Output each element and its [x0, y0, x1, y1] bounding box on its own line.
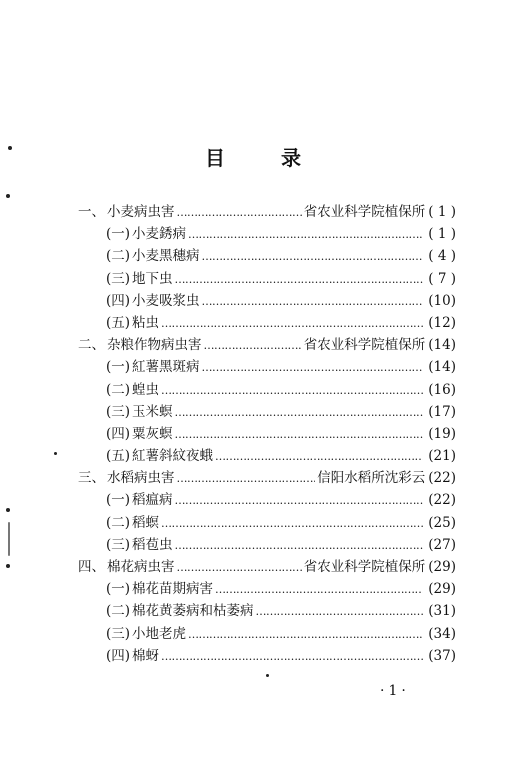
entry-title: 玉米螟 [132, 403, 173, 420]
entry-page: (29) [428, 581, 456, 598]
entry-page: (37) [428, 647, 456, 664]
entry-number: (三) [106, 403, 131, 420]
entry-author: 省农业科学院植保所 [303, 204, 426, 220]
entry-number: 三、 [78, 470, 105, 487]
dot-leader [175, 494, 424, 507]
entry-number: (二) [106, 248, 131, 265]
entry-title: 杂粮作物病虫害 [107, 337, 202, 354]
toc-subentry [78, 400, 456, 422]
entry-title: 棉花苗期病害 [132, 581, 214, 598]
entry-title: 粟灰螟 [132, 425, 173, 442]
scan-speck [266, 674, 269, 677]
dot-leader [204, 339, 302, 352]
page-number: ·1· [380, 683, 410, 699]
dot-leader [161, 650, 423, 663]
entry-number: (二) [106, 514, 131, 531]
toc-entry [78, 333, 456, 355]
dot-leader [188, 228, 423, 241]
entry-title: 稻苞虫 [132, 536, 173, 553]
dot-leader [175, 428, 424, 441]
dot-leader [202, 295, 424, 308]
title-char-2: 录 [281, 146, 301, 170]
toc-entry [78, 200, 456, 222]
entry-page: ( 1 ) [428, 226, 456, 243]
entry-title: 粘虫 [132, 314, 160, 331]
dot-leader [175, 273, 424, 286]
entry-author: 省农业科学院植保所 [303, 337, 426, 354]
entry-title: 蝗虫 [132, 381, 160, 398]
entry-number: (二) [106, 381, 131, 398]
dot-leader [215, 583, 423, 596]
dot-leader [188, 628, 423, 641]
entry-title: 棉花黄萎病和枯萎病 [132, 603, 254, 620]
dot-leader [177, 206, 302, 219]
dot-leader [177, 472, 316, 485]
entry-title: 紅薯黑斑病 [132, 359, 200, 376]
entry-title: 稻螟 [132, 514, 160, 531]
toc-subentry [78, 577, 456, 599]
entry-page: (19) [428, 425, 456, 442]
toc-subentry [78, 488, 456, 510]
scan-speck [8, 522, 10, 556]
dot-leader [215, 450, 423, 463]
entry-page: (10) [428, 292, 456, 309]
entry-page: (34) [428, 625, 456, 642]
dot-leader [161, 517, 423, 530]
scan-speck [6, 194, 10, 198]
entry-title: 小麦黑穗病 [132, 248, 200, 265]
entry-number: 四、 [78, 559, 105, 575]
dot-leader [256, 605, 424, 618]
entry-number: 一、 [78, 204, 105, 220]
entry-number: (一) [106, 226, 131, 243]
scan-speck [6, 564, 10, 568]
entry-page: (16) [428, 381, 456, 398]
entry-title: 棉蚜 [132, 647, 160, 664]
toc-subentry [78, 378, 456, 400]
entry-page: (21) [428, 448, 456, 465]
entry-title: 水稻病虫害 [107, 470, 175, 487]
toc-subentry [78, 622, 456, 644]
entry-number: (一) [106, 492, 131, 509]
entry-number: (三) [106, 625, 131, 642]
entry-author: 省农业科学院植保所 [303, 559, 426, 575]
entry-title: 紅薯斜紋夜蛾 [132, 448, 214, 465]
entry-page: (12) [428, 314, 456, 331]
toc-subentry [78, 511, 456, 533]
entry-page: (17) [428, 403, 456, 420]
entry-page: (14) [428, 359, 456, 376]
dot-leader [161, 317, 423, 330]
toc-subentry [78, 267, 456, 289]
entry-page: ( 4 ) [428, 248, 456, 265]
dot-leader [177, 561, 302, 574]
entry-author: 信阳水稻所沈彩云 [317, 470, 426, 487]
scan-speck [6, 508, 10, 512]
dot-leader [175, 406, 424, 419]
entry-page: (14) [428, 337, 456, 354]
entry-title: 小麦病虫害 [107, 204, 175, 220]
dot-leader [175, 539, 424, 552]
entry-number: (四) [106, 425, 131, 442]
entry-title: 棉花病虫害 [107, 559, 175, 575]
dot-leader [202, 361, 424, 374]
entry-title: 小麦吸浆虫 [132, 292, 200, 309]
toc-entry [78, 466, 456, 488]
toc-subentry [78, 222, 456, 244]
entry-number: (四) [106, 647, 131, 664]
entry-number: (一) [106, 359, 131, 376]
entry-page: (22) [428, 470, 456, 487]
toc-subentry [78, 444, 456, 466]
dot-leader [161, 384, 423, 397]
entry-number: 二、 [78, 337, 105, 354]
toc-subentry [78, 644, 456, 666]
entry-page: ( 7 ) [428, 270, 456, 287]
entry-number: (五) [106, 448, 131, 465]
entry-number: (一) [106, 581, 131, 598]
entry-page: ( 1 ) [428, 204, 456, 220]
table-of-contents [78, 200, 456, 666]
entry-number: (三) [106, 536, 131, 553]
toc-subentry [78, 289, 456, 311]
entry-number: (三) [106, 270, 131, 287]
scan-speck [54, 452, 57, 455]
toc-subentry [78, 599, 456, 621]
entry-title: 地下虫 [132, 270, 173, 287]
entry-page: (29) [428, 559, 456, 575]
toc-entry [78, 555, 456, 577]
entry-title: 稻瘟病 [132, 492, 173, 509]
scan-speck [8, 146, 12, 150]
page-title [0, 142, 506, 171]
entry-page: (31) [428, 603, 456, 620]
entry-number: (五) [106, 314, 131, 331]
entry-number: (二) [106, 603, 131, 620]
title-char-1: 目 [205, 146, 225, 170]
toc-subentry [78, 311, 456, 333]
toc-subentry [78, 533, 456, 555]
dot-leader [202, 250, 424, 263]
entry-page: (25) [428, 514, 456, 531]
toc-subentry [78, 355, 456, 377]
entry-page: (27) [428, 536, 456, 553]
entry-title: 小地老虎 [132, 625, 187, 642]
toc-subentry [78, 244, 456, 266]
entry-title: 小麦銹病 [132, 226, 187, 243]
entry-number: (四) [106, 292, 131, 309]
toc-subentry [78, 422, 456, 444]
entry-page: (22) [428, 492, 456, 509]
